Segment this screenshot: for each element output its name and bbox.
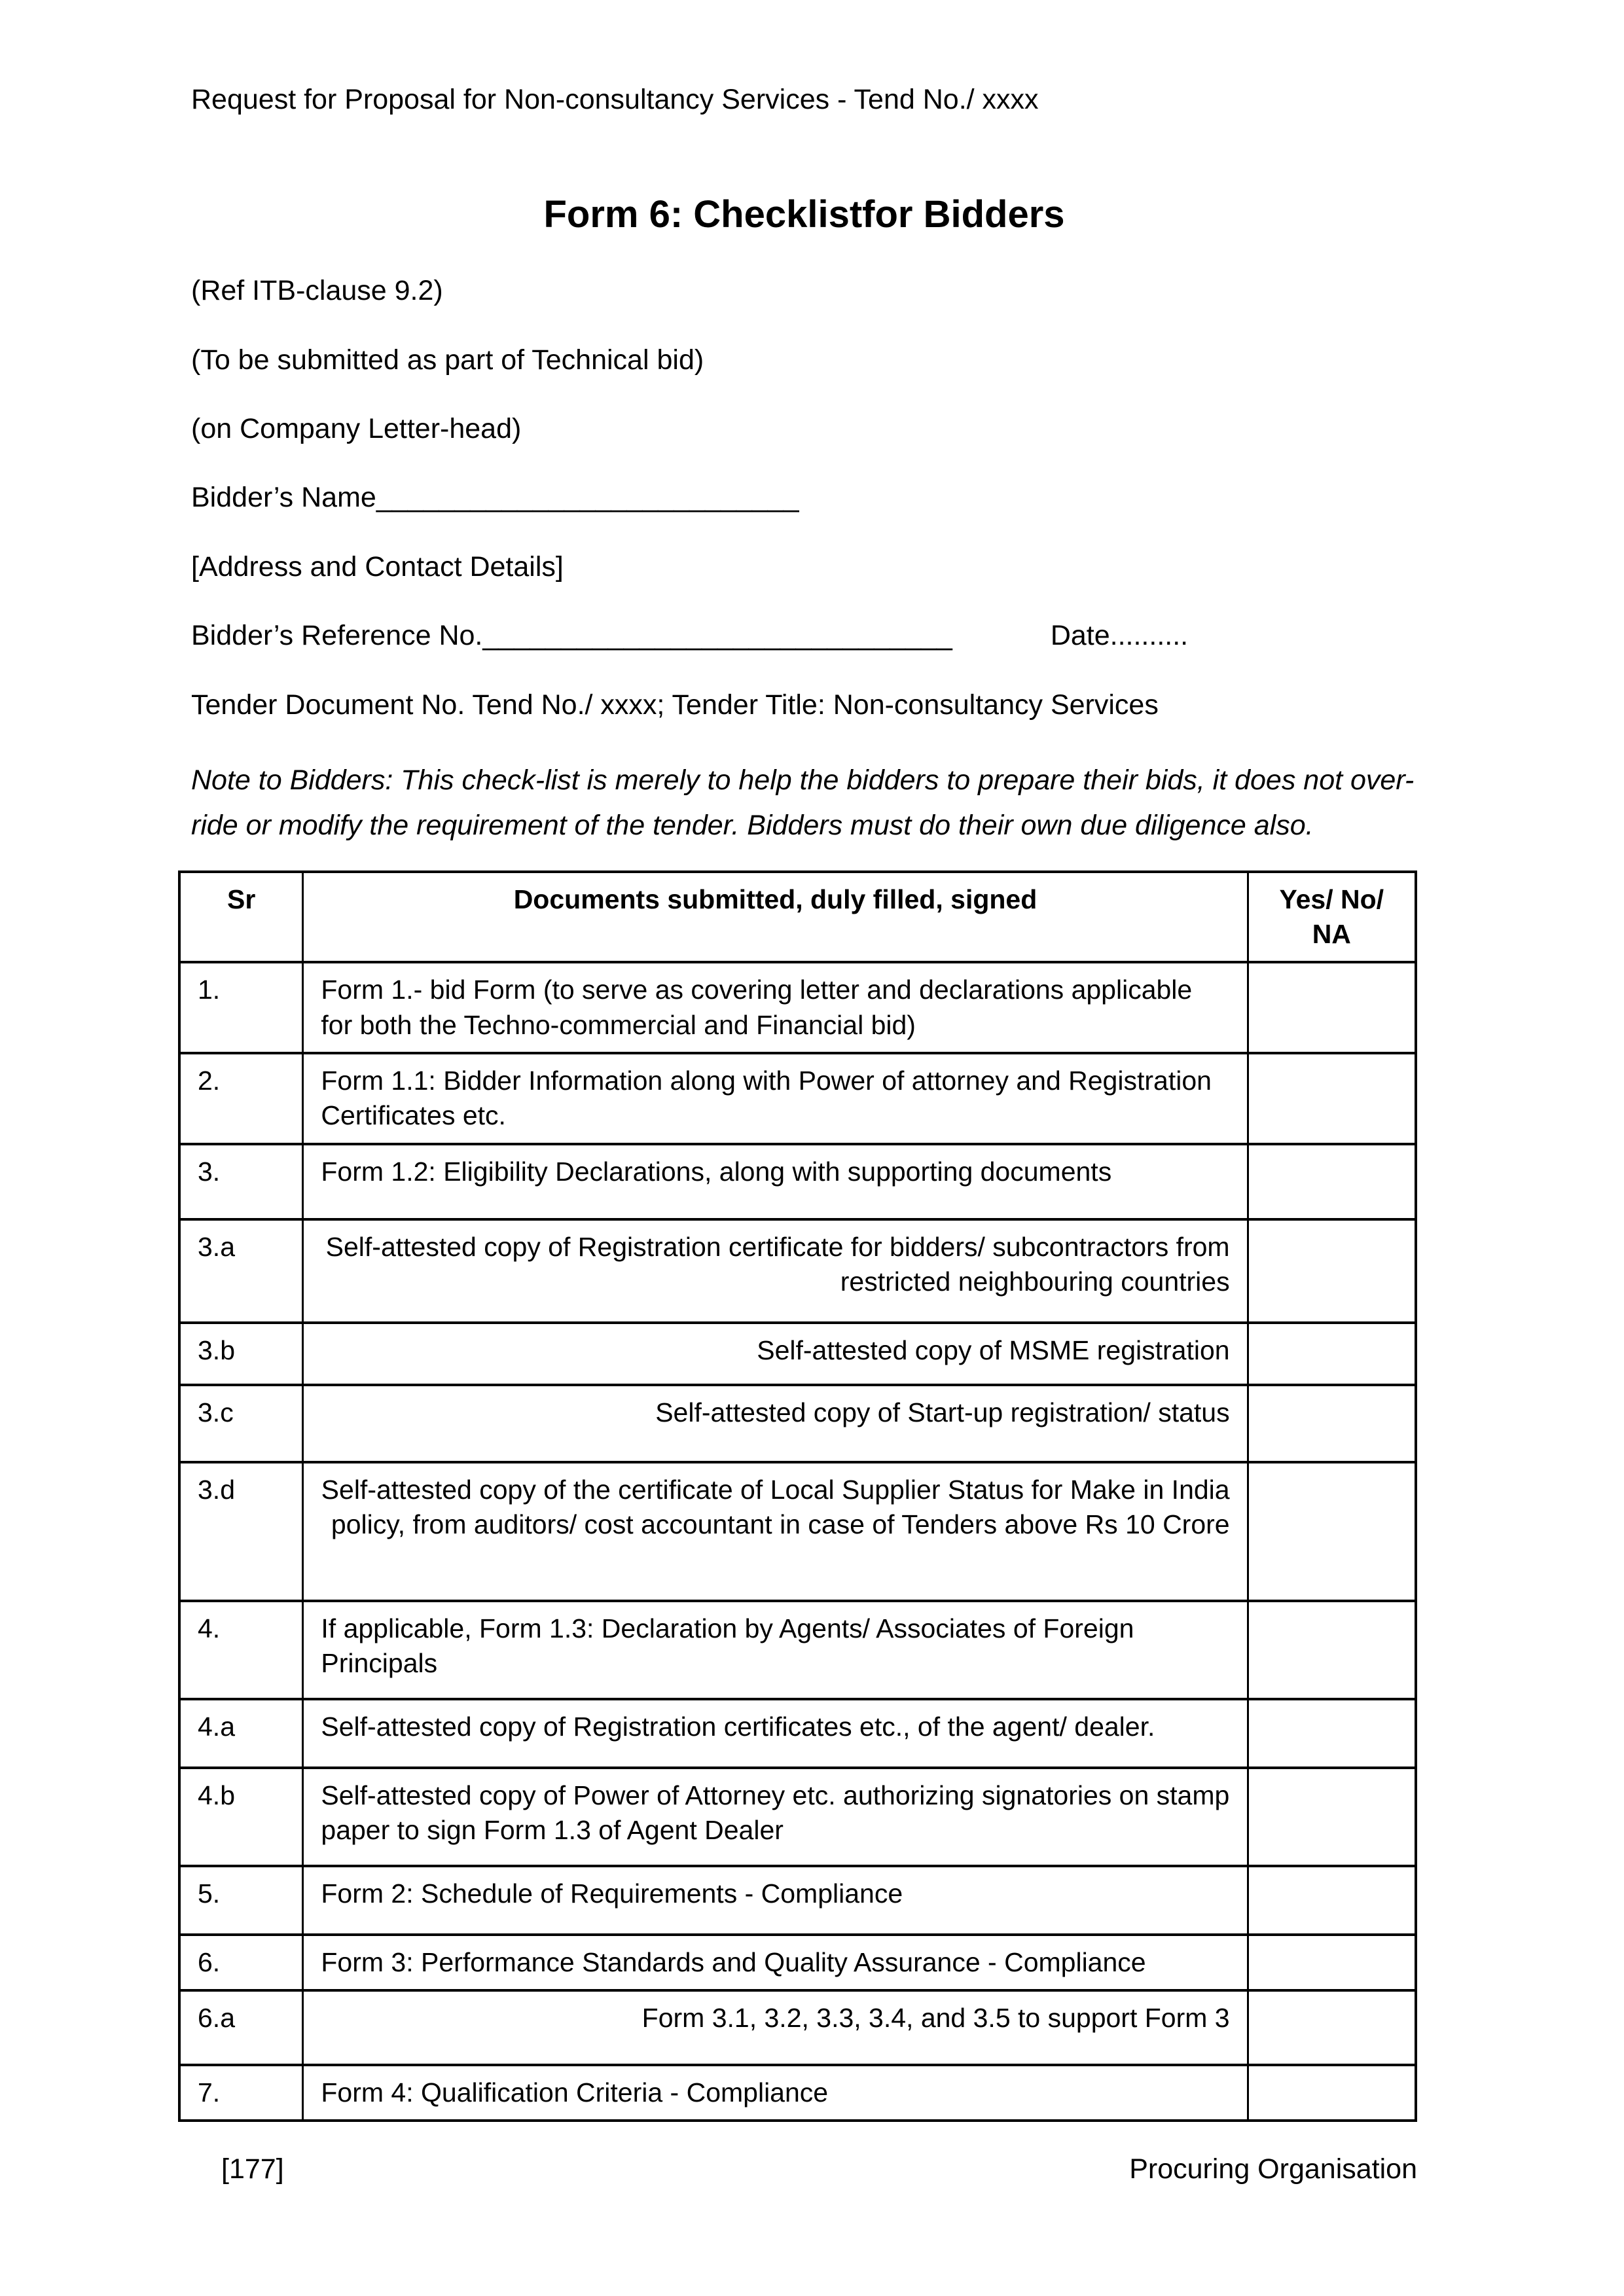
document-cell: Self-attested copy of MSME registration xyxy=(303,1323,1248,1385)
sr-cell: 6.a xyxy=(179,1990,303,2065)
sr-cell: 3.b xyxy=(179,1323,303,1385)
sr-cell: 3.d xyxy=(179,1462,303,1601)
table-row xyxy=(179,1990,1416,2065)
table-row xyxy=(179,1699,1416,1768)
technical-bid-line: (To be submitted as part of Technical bid) xyxy=(191,344,704,376)
bidder-name-label: Bidder’s Name xyxy=(191,482,376,514)
status-cell xyxy=(1248,1601,1416,1699)
status-cell xyxy=(1248,1219,1416,1323)
table-row xyxy=(179,962,1416,1053)
document-cell: Form 3.1, 3.2, 3.3, 3.4, and 3.5 to support Form 3 xyxy=(303,1990,1248,2065)
sr-cell: 5. xyxy=(179,1866,303,1935)
bidder-name-line xyxy=(191,482,1417,514)
table-row xyxy=(179,1601,1416,1699)
tender-line: Tender Document No. Tend No./ xxxx; Tender Title: Non-consultancy Services xyxy=(191,689,1159,721)
sr-cell: 7. xyxy=(179,2065,303,2121)
document-cell: Self-attested copy of Start-up registration/ status xyxy=(303,1385,1248,1462)
letterhead-line: (on Company Letter-head) xyxy=(191,413,522,444)
status-cell xyxy=(1248,1935,1416,1990)
checklist-table xyxy=(178,870,1417,2122)
col-header-documents: Documents submitted, duly filled, signed xyxy=(303,872,1248,963)
sr-cell: 4.b xyxy=(179,1768,303,1866)
status-cell xyxy=(1248,1144,1416,1219)
table-row xyxy=(179,1144,1416,1219)
ref-clause-line: (Ref ITB-clause 9.2) xyxy=(191,275,443,307)
table-header-row xyxy=(179,872,1416,963)
document-cell: Self-attested copy of Power of Attorney etc. authorizing signatories on stamp paper to sign Form 1.3 of Agent Dealer xyxy=(303,1768,1248,1866)
table-row xyxy=(179,1935,1416,1990)
sr-cell: 6. xyxy=(179,1935,303,1990)
bidder-name-fill: ___________________________ xyxy=(376,482,799,514)
status-cell xyxy=(1248,2065,1416,2121)
sr-cell: 2. xyxy=(179,1053,303,1144)
running-header: Request for Proposal for Non-consultancy Services - Tend No./ xxxx xyxy=(191,84,1039,115)
page-number: [177] xyxy=(221,2153,284,2185)
document-cell: Form 1.1: Bidder Information along with Power of attorney and Registration Certificates etc. xyxy=(303,1053,1248,1144)
status-cell xyxy=(1248,1768,1416,1866)
col-header-status: Yes/ No/ NA xyxy=(1248,872,1416,963)
table-row xyxy=(179,2065,1416,2121)
table-row xyxy=(179,1053,1416,1144)
status-cell xyxy=(1248,962,1416,1053)
reference-line xyxy=(191,620,1417,652)
sr-cell: 3.c xyxy=(179,1385,303,1462)
document-cell: Self-attested copy of Registration certificates etc., of the agent/ dealer. xyxy=(303,1699,1248,1768)
table-row xyxy=(179,1462,1416,1601)
sr-cell: 3. xyxy=(179,1144,303,1219)
note-to-bidders: Note to Bidders: This check-list is merely to help the bidders to prepare their bids, it does not over-ride or modify the requirement of the tender. Bidders must do their own due diligence also. xyxy=(191,764,1415,841)
reference-fill: ______________________________ xyxy=(482,620,952,652)
status-cell xyxy=(1248,1385,1416,1462)
footer-organisation: Procuring Organisation xyxy=(1129,2153,1417,2185)
page-footer xyxy=(191,2153,1417,2185)
address-line: [Address and Contact Details] xyxy=(191,550,564,583)
sr-cell: 4. xyxy=(179,1601,303,1699)
document-cell: Self-attested copy of the certificate of Local Supplier Status for Make in India policy, from auditors/ cost accountant in case of Tenders above Rs 10 Crore xyxy=(303,1462,1248,1601)
status-cell xyxy=(1248,1699,1416,1768)
document-cell: Form 3: Performance Standards and Quality Assurance - Compliance xyxy=(303,1935,1248,1990)
sr-cell: 3.a xyxy=(179,1219,303,1323)
table-row xyxy=(179,1219,1416,1323)
document-cell: Form 2: Schedule of Requirements - Compliance xyxy=(303,1866,1248,1935)
table-row xyxy=(179,1385,1416,1462)
document-cell: Form 1.- bid Form (to serve as covering letter and declarations applicable for both the Techno-commercial and Financial bid) xyxy=(303,962,1248,1053)
table-row xyxy=(179,1866,1416,1935)
document-cell: Form 1.2: Eligibility Declarations, along with supporting documents xyxy=(303,1144,1248,1219)
status-cell xyxy=(1248,1990,1416,2065)
reference-label: Bidder’s Reference No. xyxy=(191,620,483,652)
table-row xyxy=(179,1768,1416,1866)
document-cell: Form 4: Qualification Criteria - Compliance xyxy=(303,2065,1248,2121)
status-cell xyxy=(1248,1866,1416,1935)
sr-cell: 1. xyxy=(179,962,303,1053)
col-header-sr: Sr xyxy=(179,872,303,963)
date-label: Date.......... xyxy=(1050,620,1189,652)
form-title: Form 6: Checklistfor Bidders xyxy=(543,193,1065,236)
sr-cell: 4.a xyxy=(179,1699,303,1768)
status-cell xyxy=(1248,1053,1416,1144)
document-cell: If applicable, Form 1.3: Declaration by Agents/ Associates of Foreign Principals xyxy=(303,1601,1248,1699)
status-cell xyxy=(1248,1323,1416,1385)
status-cell xyxy=(1248,1462,1416,1601)
table-row xyxy=(179,1323,1416,1385)
document-cell: Self-attested copy of Registration certificate for bidders/ subcontractors from restricted neighbouring countries xyxy=(303,1219,1248,1323)
